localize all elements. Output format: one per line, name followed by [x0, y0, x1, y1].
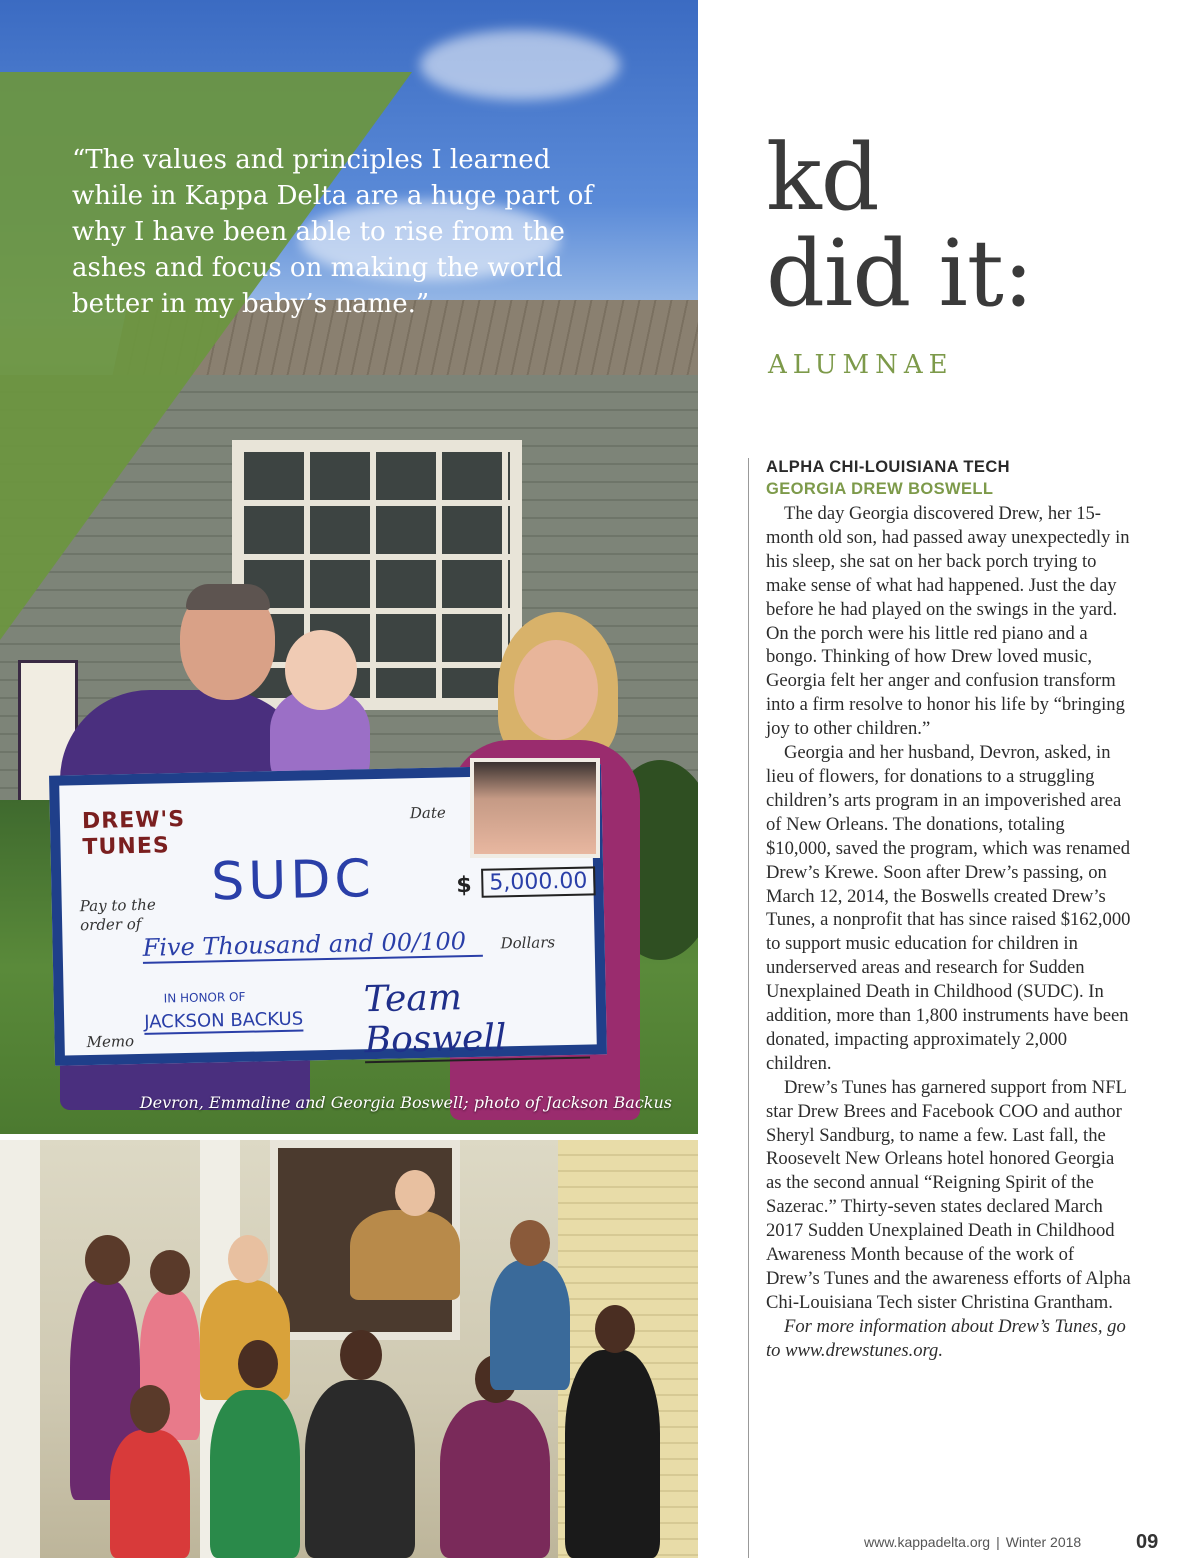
woman-head: [514, 640, 598, 740]
drews-tunes-logo: DREW'S TUNES: [81, 806, 186, 861]
article: [766, 456, 1186, 1363]
check-date-label: Date: [409, 803, 446, 823]
check-pay-label: Pay to the order of: [79, 895, 156, 935]
article-paragraph: Drew’s Tunes has garnered support from NFL star Drew Brees and Facebook COO and author Sheryl Sandburg, to name a few. Last fall, the Roosevelt New Orleans hotel honored Georgia as the second annual “Reigning Spirit of the Sazerac.” Thirty-seven states declared March 2017 Sudden Unexplained Death in Childhood Awareness Month because of the work of Drew’s Tunes and the awareness efforts of Alpha Chi-Louisiana Tech sister Christina Grantham.: [766, 1076, 1131, 1313]
toddler-head: [285, 630, 357, 710]
check-dollars-label: Dollars: [500, 933, 556, 953]
page-footer: [864, 1534, 1164, 1550]
check-currency-symbol: $: [456, 872, 472, 899]
check-honor-line: IN HONOR OF: [163, 989, 246, 1006]
check-amount-words: Five Thousand and 00/100: [142, 927, 483, 964]
masthead-line-1: kd: [766, 124, 879, 231]
photo-caption: Devron, Emmaline and Georgia Boswell; photo of Jackson Backus: [139, 1093, 672, 1112]
check-memo-value: JACKSON BACKUS: [143, 1008, 304, 1033]
article-paragraph: Georgia and her husband, Devron, asked, in lieu of flowers, for donations to a struggling children’s arts program in an impoverished area of New Orleans. The donations, totaling $10,000, saved the program, which was renamed Drew’s Krewe. Soon after Drew’s passing, on March 12, 2014, the Boswells created Drew’s Tunes, a nonprofit that has since raised $162,000 to support music education for children in underserved areas and research for Sudden Unexplained Death in Childhood (SUDC). In addition, more than 1,800 instruments have been donated, impacting approximately 2,000 children.: [766, 742, 1131, 1074]
family-check-photo: [0, 0, 698, 1134]
house-window: [232, 440, 522, 710]
section-masthead: [766, 124, 1186, 327]
pull-quote: “The values and principles I learned while in Kappa Delta are a huge part of why I have been able to rise from the ashes and focus on making the world better in my baby’s name.”: [72, 145, 594, 319]
check-memo-label: Memo: [86, 1032, 135, 1052]
check-signature: Team Boswell: [363, 975, 590, 1064]
footer-issue: Winter 2018: [1005, 1534, 1082, 1550]
masthead-line-2: did it:: [766, 220, 1033, 327]
section-label: ALUMNAE: [768, 350, 954, 380]
page-number: 09: [1136, 1531, 1159, 1553]
article-paragraph: The day Georgia discovered Drew, her 15-month old son, had passed away unexpectedly in his sleep, she sat on her back porch trying to make sense of what had happened. Just the day before he had played on the swings in the yard. On the porch were his little red piano and a bongo. Thinking of how Drew loved music, Georgia felt her anger and confusion transform into a firm resolve to honor his life by “bringing joy to other children.”: [766, 503, 1130, 740]
check-amount: 5,000.00: [481, 866, 596, 897]
chapter-name: ALPHA CHI-LOUISIANA TECH: [766, 458, 1010, 476]
member-name: GEORGIA DREW BOSWELL: [766, 480, 994, 498]
footer-url[interactable]: www.kappadelta.org: [864, 1534, 991, 1550]
column-divider: [748, 458, 749, 1558]
footer-separator: |: [996, 1534, 1000, 1550]
group-photo-children: [0, 1140, 698, 1558]
more-info-paragraph: For more information about Drew’s Tunes, go to www.drewstunes.org.: [766, 1315, 1126, 1361]
baby-portrait-photo: [470, 758, 600, 858]
cloud: [420, 30, 620, 100]
check-payee: SUDC: [210, 849, 376, 913]
